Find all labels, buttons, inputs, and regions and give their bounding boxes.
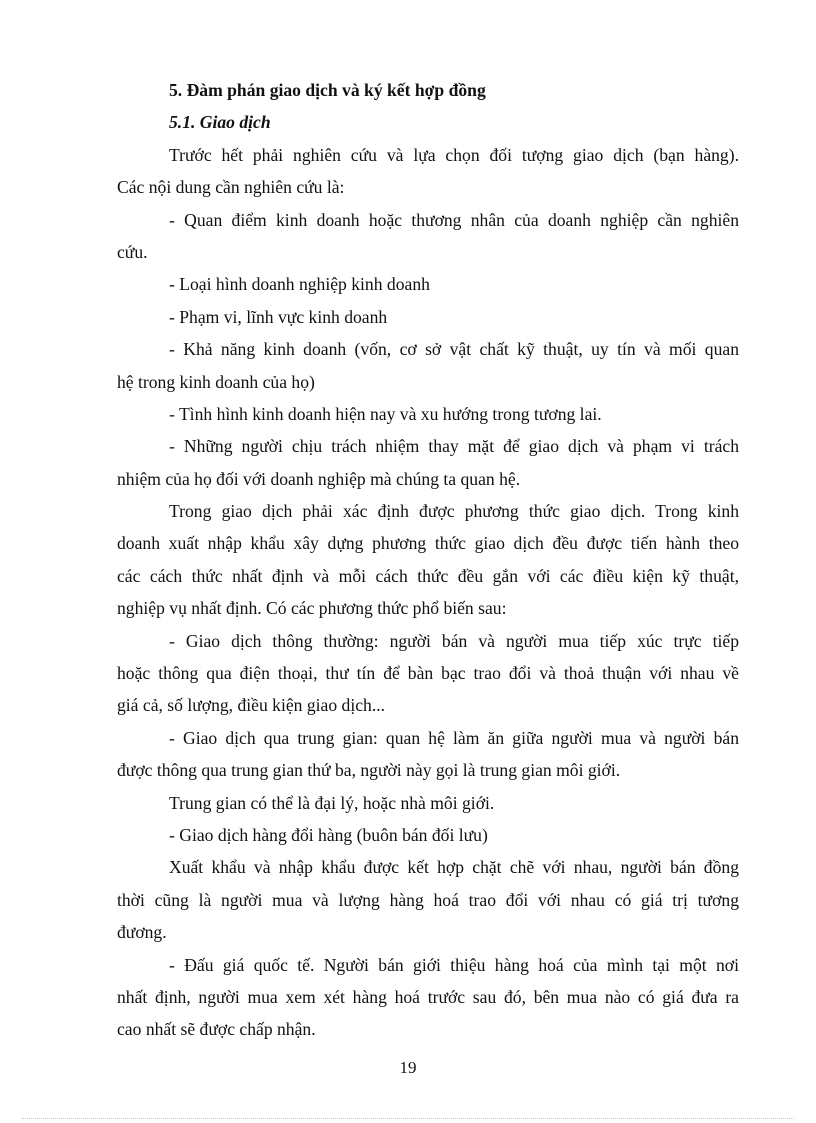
text-line: các cách thức nhất định và mỗi cách thức đều gắn với các điều kiện kỹ thuật, (117, 565, 739, 586)
text-line: doanh xuất nhập khẩu xây dựng phương thức giao dịch đều được tiến hành theo (117, 533, 739, 554)
text-line: Xuất khẩu và nhập khẩu được kết hợp chặt chẽ với nhau, người bán đồng (169, 857, 739, 878)
text-line: nghiệp vụ nhất định. Có các phương thức phổ biến sau: (117, 598, 507, 619)
text-line: Trung gian có thể là đại lý, hoặc nhà môi giới. (169, 792, 495, 813)
text-line: - Quan điểm kinh doanh hoặc thương nhân của doanh nghiệp cần nghiên (169, 209, 739, 230)
subsection-title: 5.1. Giao dịch (169, 112, 271, 133)
text-line: - Những người chịu trách nhiệm thay mặt để giao dịch và phạm vi trách (169, 436, 739, 457)
text-line: - Giao dịch qua trung gian: quan hệ làm ăn giữa người mua và người bán (169, 727, 739, 748)
text-line: được thông qua trung gian thứ ba, người này gọi là trung gian môi giới. (117, 760, 621, 781)
text-line: Trước hết phải nghiên cứu và lựa chọn đối tượng giao dịch (bạn hàng). (169, 144, 739, 165)
text-line: Các nội dung cần nghiên cứu là: (117, 177, 345, 198)
text-line: - Phạm vi, lĩnh vực kinh doanh (169, 306, 388, 327)
text-line: - Khả năng kinh doanh (vốn, cơ sở vật chất kỹ thuật, uy tín và mối quan (169, 339, 739, 360)
page-bottom-divider (22, 1118, 794, 1119)
text-line: - Loại hình doanh nghiệp kinh doanh (169, 274, 430, 295)
text-line: - Giao dịch thông thường: người bán và người mua tiếp xúc trực tiếp (169, 630, 739, 651)
section-title: 5. Đàm phán giao dịch và ký kết hợp đồng (169, 80, 486, 100)
text-line: cứu. (117, 241, 148, 262)
page-number: 19 (399, 1058, 417, 1077)
text-line: hệ trong kinh doanh của họ) (117, 371, 315, 392)
page-body (117, 74, 739, 1046)
text-line: - Giao dịch hàng đổi hàng (buôn bán đối lưu) (169, 824, 488, 845)
text-line: nhất định, người mua xem xét hàng hoá trước sau đó, bên mua nào có giá đưa ra (117, 986, 739, 1007)
text-line: nhiệm của họ đối với doanh nghiệp mà chúng ta quan hệ. (117, 468, 521, 489)
text-line: hoặc thông qua điện thoại, thư tín để bàn bạc trao đổi và thoả thuận với nhau về (117, 663, 739, 684)
text-line: giá cả, số lượng, điều kiện giao dịch... (117, 695, 386, 716)
text-line: đương. (117, 922, 167, 943)
text-line: - Tình hình kinh doanh hiện nay và xu hướng trong tương lai. (169, 403, 602, 424)
text-line: - Đấu giá quốc tế. Người bán giới thiệu hàng hoá của mình tại một nơi (169, 954, 739, 975)
text-line: Trong giao dịch phải xác định được phương thức giao dịch. Trong kinh (169, 501, 739, 522)
text-line: cao nhất sẽ được chấp nhận. (117, 1019, 316, 1040)
text-line: thời cũng là người mua và lượng hàng hoá trao đổi với nhau có giá trị tương (117, 889, 739, 910)
